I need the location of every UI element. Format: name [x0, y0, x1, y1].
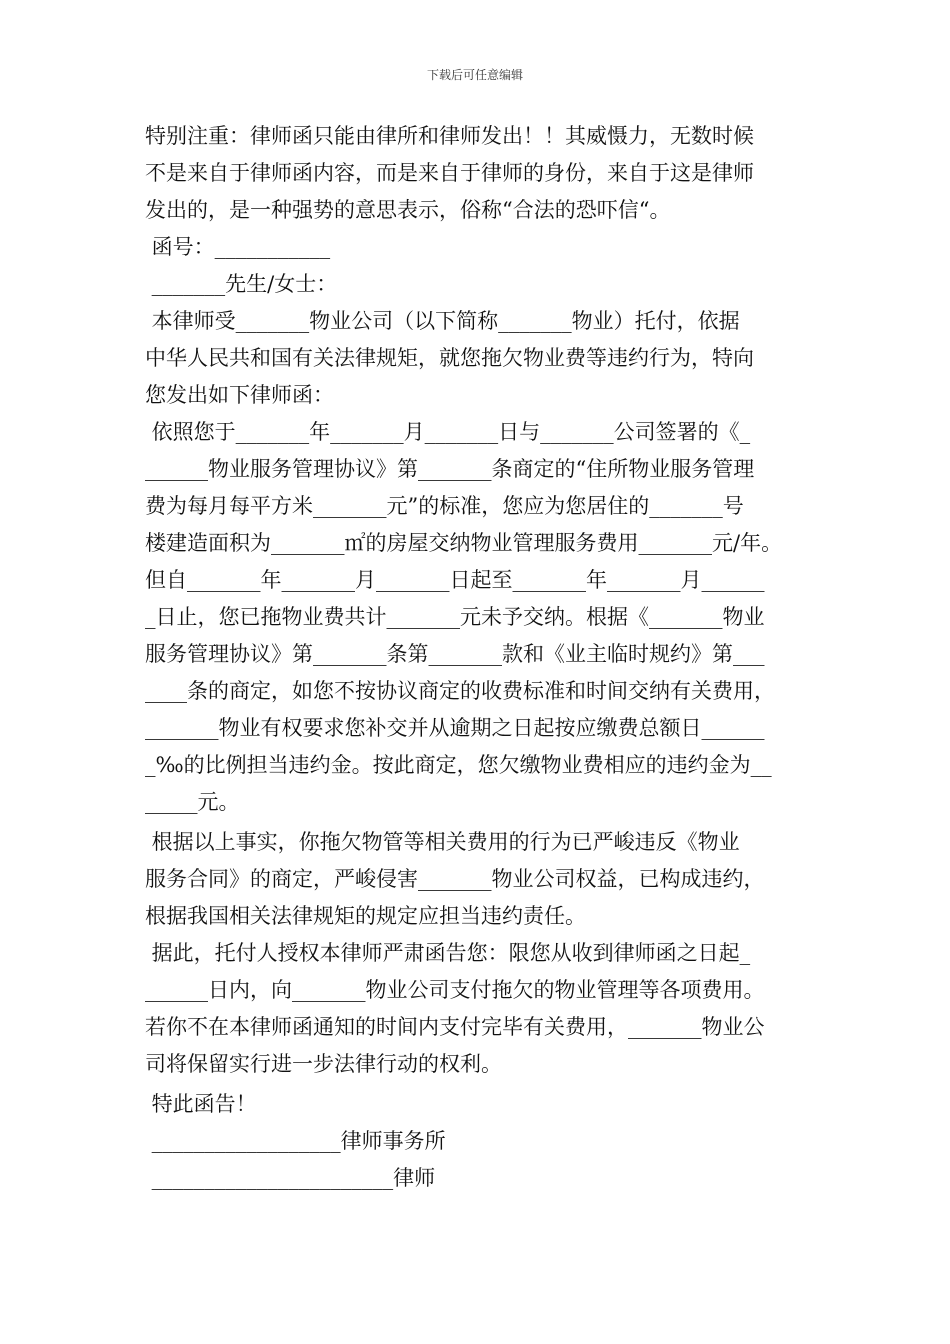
text-line: ______日内，向_______物业公司支付拖欠的物业管理等各项费用。 [145, 978, 765, 1002]
text-line: 楼建造面积为_______㎡的房屋交纳物业管理服务费用_______元/年。 [145, 531, 783, 555]
text-line: 若你不在本律师函通知的时间内支付完毕有关费用，_______物业公 [145, 1015, 765, 1039]
text-line: _______物业有权要求您补交并从逾期之日起按应缴费总额日______ [145, 716, 765, 740]
text-line: 根据我国相关法律规矩的规定应担当违约责任。 [145, 904, 586, 928]
page-header-note: 下载后可任意编辑 [426, 68, 523, 82]
closing-line: 特此函告！ [145, 1092, 257, 1116]
text-line: _____元。 [145, 790, 240, 814]
text-line: _‰的比例担当违约金。按此商定，您欠缴物业费相应的违约金为__ [145, 753, 772, 777]
text-line: ______物业服务管理协议》第_______条商定的“住所物业服务管理 [145, 457, 755, 481]
law-firm-signature-line: __________________律师事务所 [145, 1129, 446, 1153]
text-line: 中华人民共和国有关法律规矩，就您拖欠物业费等违约行为，特向 [145, 346, 754, 370]
text-line: _日止，您已拖物业费共计_______元未予交纳。根据《_______物业 [145, 605, 765, 629]
text-line: 不是来自于律师函内容，而是来自于律师的身份，来自于这是律师 [145, 161, 754, 185]
text-line: 司将保留实行进一步法律行动的权利。 [145, 1052, 502, 1076]
text-line: 但自_______年_______月_______日起至_______年_______月______ [145, 568, 765, 592]
text-line: 服务合同》的商定，严峻侵害_______物业公司权益，已构成违约， [145, 867, 765, 891]
text-line: 特别注重：律师函只能由律所和律师发出！！其威慑力，无数时候 [145, 124, 754, 148]
text-line: 根据以上事实，你拖欠物管等相关费用的行为已严峻违反《物业 [145, 830, 740, 854]
text-line: 发出的，是一种强势的意思表示，俗称“合法的恐吓信“。 [145, 198, 671, 222]
salutation-line: _______先生/女士： [145, 272, 338, 296]
text-line: 据此，托付人授权本律师严肃函告您：限您从收到律师函之日起_ [145, 941, 751, 965]
text-line: 服务管理协议》第_______条第_______款和《业主临时规约》第___ [145, 642, 765, 666]
text-line: 您发出如下律师函： [145, 383, 334, 407]
text-line: 依照您于_______年_______月_______日与_______公司签署的《_ [145, 420, 751, 444]
text-line: 本律师受_______物业公司（以下简称_______物业）托付，依据 [145, 309, 740, 333]
lawyer-signature-line: _______________________律师 [145, 1166, 436, 1190]
letter-number-line: 函号：___________ [145, 235, 331, 259]
text-line: 费为每月每平方米_______元”的标准，您应为您居住的_______号 [145, 494, 744, 518]
text-line: ____条的商定，如您不按协议商定的收费标准和时间交纳有关费用， [145, 679, 775, 703]
